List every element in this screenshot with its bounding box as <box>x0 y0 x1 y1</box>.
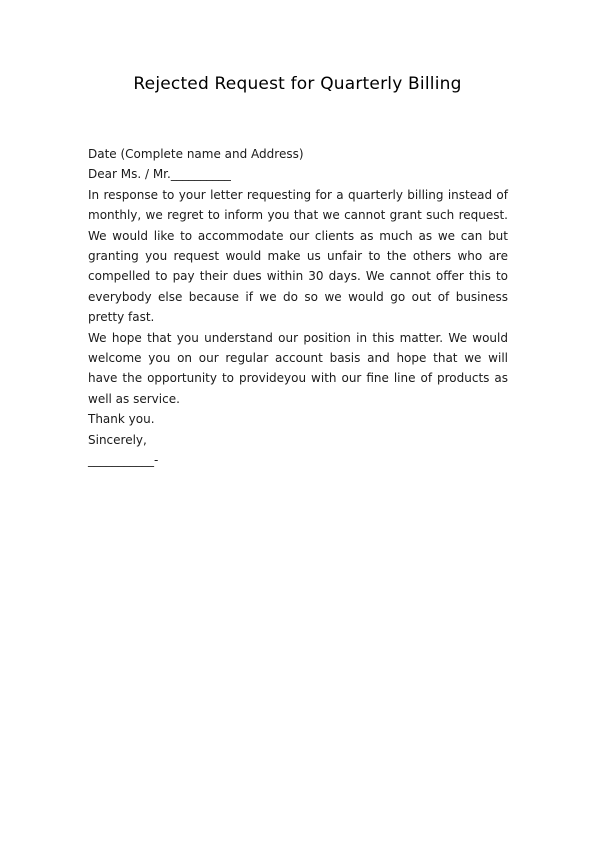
date-line: Date (Complete name and Address) <box>88 147 304 161</box>
closing-line: Sincerely, <box>88 432 147 447</box>
paragraph-2: We hope that you understand our position in this matter. We would welcome you on our regular account basis and hope that we will have the opportunity to provideyou with our fine line of products as well as service. <box>88 330 508 406</box>
letter-body <box>88 144 508 471</box>
salutation: Dear Ms. / Mr.__________ <box>88 167 231 182</box>
paragraph-1: In response to your letter requesting for a quarterly billing instead of monthly, we regret to inform you that we cannot grant such request. We would like to accommodate our clients as much as we can but granting you request would make us unfair to the others who are compelled to pay their dues within 30 days. We cannot offer this to everybody else because if we do so we would go out of business pretty fast. <box>88 187 508 325</box>
signature-line: ___________- <box>88 453 159 468</box>
thanks-line: Thank you. <box>88 412 155 427</box>
letter-title: Rejected Request for Quarterly Billing <box>133 74 462 94</box>
